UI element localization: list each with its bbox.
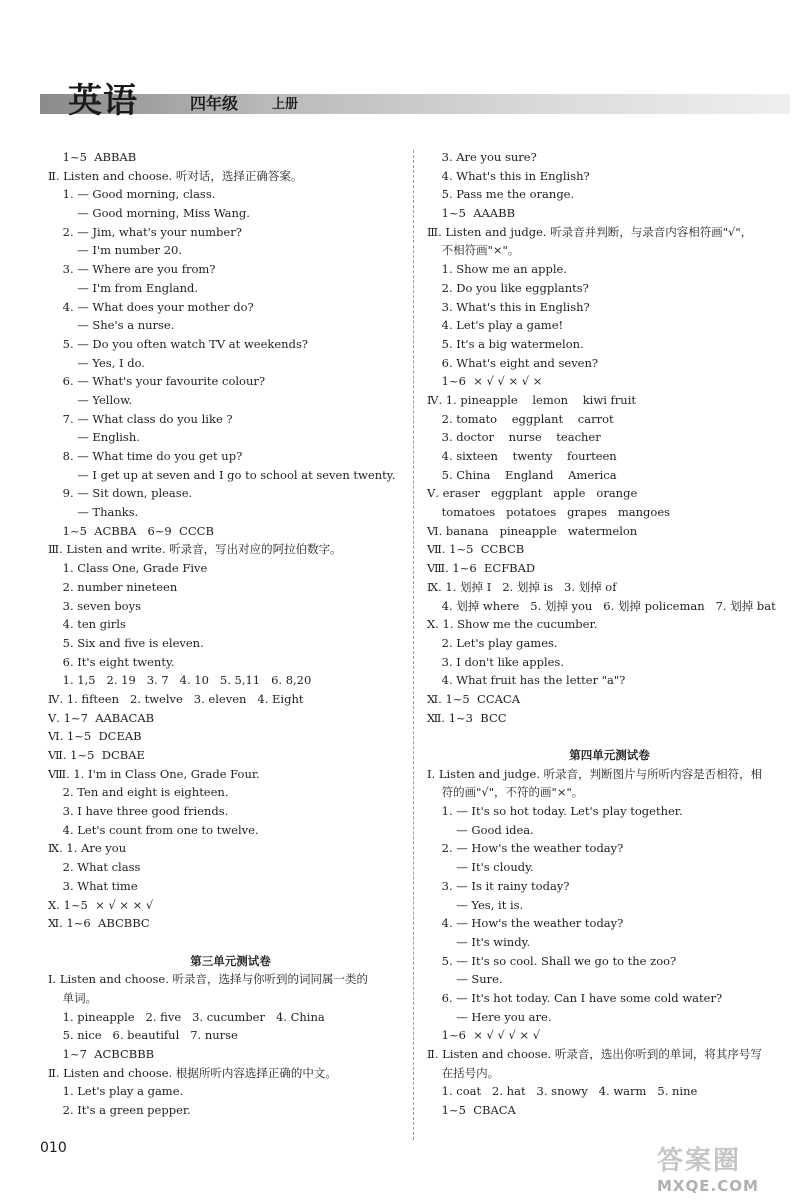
answer-line: 2. Let's play games.: [427, 635, 558, 650]
answer-line: Ⅵ. 1~5 DCEAB: [48, 729, 142, 744]
answer-line: 6. What's eight and seven?: [427, 355, 599, 370]
answer-line: Ⅵ. banana pineapple watermelon: [427, 523, 638, 538]
answer-line: Ⅰ. Listen and judge. 听录音，判断图片与所听内容是否相符，相: [427, 766, 763, 781]
answer-line: 1~6 × √ √ √ × √: [427, 1028, 541, 1043]
answer-line: 4. sixteen twenty fourteen: [427, 449, 617, 463]
answer-line: Ⅶ. 1~5 DCBAE: [48, 748, 145, 762]
answer-line: Ⅸ. 1. Are you: [48, 841, 127, 856]
answer-line: 单词。: [48, 990, 98, 1005]
answer-line: Ⅺ. 1~5 CCACA: [427, 691, 521, 706]
answer-line: — I'm number 20.: [48, 243, 182, 258]
answer-line: 3. What's this in English?: [427, 299, 590, 314]
section-heading: 第三单元测试卷: [190, 953, 271, 968]
section-heading: 第四单元测试卷: [569, 748, 650, 762]
answer-line: 不相符画"×"。: [427, 243, 520, 258]
left-column: [48, 148, 413, 1120]
answer-line: 4. Let's count from one to twelve.: [48, 822, 259, 837]
answer-line: 1~5 AAABB: [427, 206, 516, 221]
answer-line: [48, 933, 413, 952]
grade-label: 四年级: [190, 94, 239, 113]
answer-line: Ⅱ. Listen and choose. 听录音，选出你听到的单词，将其序号写: [427, 1047, 762, 1061]
answer-line: — Good morning, Miss Wang.: [48, 206, 250, 221]
watermark-logo: 答案圈: [657, 1146, 742, 1176]
answer-line: — Sure.: [427, 972, 503, 987]
answer-line: — Thanks.: [48, 505, 139, 520]
answer-line: — English.: [48, 430, 140, 445]
answer-line: — I'm from England.: [48, 280, 199, 295]
answer-line: 在括号内。: [427, 1065, 500, 1080]
watermark: [657, 1140, 797, 1196]
answer-line: 6. It's eight twenty.: [48, 654, 175, 669]
answer-line: 5. It's a big watermelon.: [427, 336, 584, 351]
answer-line: 4. — What does your mother do?: [48, 299, 254, 314]
answer-line: 5. nice 6. beautiful 7. nurse: [48, 1028, 238, 1043]
answer-line: Ⅹ. 1. Show me the cucumber.: [427, 617, 598, 632]
answer-line: 2. — How's the weather today?: [427, 841, 624, 856]
answer-line: 3. — Is it rainy today?: [427, 878, 570, 893]
right-column: [427, 148, 792, 1120]
answer-line: — Yes, it is.: [427, 897, 524, 912]
answer-line: 5. Six and five is eleven.: [48, 635, 204, 650]
answer-line: 2. tomato eggplant carrot: [427, 411, 614, 426]
answer-line: 4. Let's play a game!: [427, 318, 564, 333]
answer-line: 1~7 ACBCBBB: [48, 1047, 155, 1061]
answer-line: Ⅱ. Listen and choose. 听对话，选择正确答案。: [48, 168, 303, 183]
answer-line: Ⅳ. 1. fifteen 2. twelve 3. eleven 4. Eight: [48, 691, 304, 706]
answer-line: 3. seven boys: [48, 598, 142, 613]
answer-line: Ⅸ. 1. 划掉 I 2. 划掉 is 3. 划掉 of: [427, 579, 617, 594]
answer-line: 1~6 × √ √ × √ ×: [427, 374, 543, 389]
answer-line: 3. I have three good friends.: [48, 804, 229, 819]
answer-line: 1. pineapple 2. five 3. cucumber 4. China: [48, 1009, 325, 1024]
answer-line: 5. — It's so cool. Shall we go to the zoo?: [427, 953, 677, 968]
answer-line: — Good idea.: [427, 822, 534, 837]
answer-line: tomatoes potatoes grapes mangoes: [427, 505, 671, 520]
answer-line: 4. 划掉 where 5. 划掉 you 6. 划掉 policeman 7. 划掉 bat: [427, 598, 776, 613]
column-divider: [413, 150, 415, 1140]
answer-line: Ⅰ. Listen and choose. 听录音，选择与你听到的词同属一类的: [48, 972, 369, 987]
answer-line: — Here you are.: [427, 1009, 552, 1024]
answer-line: Ⅹ. 1~5 × √ × × √: [48, 897, 154, 912]
answer-line: 8. — What time do you get up?: [48, 449, 243, 463]
answer-line: 4. What fruit has the letter "a"?: [427, 673, 626, 688]
answer-line: 2. It's a green pepper.: [48, 1103, 191, 1118]
answer-line: 1~5 ABBAB: [48, 150, 137, 164]
answer-line: Ⅷ. 1~6 ECFBAD: [427, 561, 536, 576]
answer-line: Ⅶ. 1~5 CCBCB: [427, 542, 525, 557]
answer-line: Ⅴ. 1~7 AABACAB: [48, 710, 155, 725]
subject-title: 英语: [68, 81, 138, 121]
answer-line: 9. — Sit down, please.: [48, 486, 193, 501]
answer-line: 3. What time: [48, 878, 138, 893]
answer-line: [427, 727, 792, 746]
answer-line: 1~5 ACBBA 6~9 CCCB: [48, 523, 214, 538]
answer-line: Ⅲ. Listen and write. 听录音，写出对应的阿拉伯数字。: [48, 542, 342, 557]
answer-line: 2. — Jim, what's your number?: [48, 224, 242, 239]
answer-line: Ⅲ. Listen and judge. 听录音并判断，与录音内容相符画"√"，: [427, 224, 753, 239]
answer-line: 1. — Good morning, class.: [48, 187, 216, 202]
answer-line: 5. — Do you often watch TV at weekends?: [48, 336, 309, 351]
answer-line: Ⅺ. 1~6 ABCBBC: [48, 916, 150, 931]
answer-line: — She's a nurse.: [48, 318, 175, 333]
answer-line: — It's cloudy.: [427, 860, 534, 875]
answer-line: 4. What's this in English?: [427, 168, 590, 183]
answer-line: Ⅷ. 1. I'm in Class One, Grade Four.: [48, 766, 260, 781]
volume-label: 上册: [272, 97, 299, 112]
answer-line: 符的画"√"，不符的画"×"。: [427, 785, 584, 800]
header-band: [40, 94, 790, 114]
page-number: 010: [40, 1140, 67, 1156]
answer-line: 3. I don't like apples.: [427, 654, 564, 669]
answer-line: 1. Let's play a game.: [48, 1084, 184, 1099]
answer-line: Ⅳ. 1. pineapple lemon kiwi fruit: [427, 392, 636, 407]
answer-line: 1. 1,5 2. 19 3. 7 4. 10 5. 5,11 6. 8,20: [48, 673, 312, 688]
answer-line: 3. Are you sure?: [427, 150, 537, 164]
answer-line: 6. — What's your favourite colour?: [48, 374, 266, 389]
answer-line: Ⅻ. 1~3 BCC: [427, 710, 507, 725]
answer-line: Ⅴ. eraser eggplant apple orange: [427, 486, 638, 501]
answer-line: 5. China England America: [427, 467, 617, 482]
answer-line: 2. Ten and eight is eighteen.: [48, 785, 229, 800]
answer-line: — It's windy.: [427, 934, 531, 949]
answer-line: 2. Do you like eggplants?: [427, 280, 589, 295]
watermark-url: MXQE.COM: [657, 1177, 759, 1195]
answer-line: Ⅱ. Listen and choose. 根据所听内容选择正确的中文。: [48, 1065, 337, 1080]
answer-line: 1. coat 2. hat 3. snowy 4. warm 5. nine: [427, 1084, 698, 1099]
answer-line: 1. Class One, Grade Five: [48, 561, 208, 576]
answer-line: 1~5 CBACA: [427, 1103, 516, 1118]
answer-line: 3. doctor nurse teacher: [427, 430, 601, 445]
answer-line: — Yellow.: [48, 392, 133, 407]
answer-line: 2. What class: [48, 860, 141, 875]
answer-line: 5. Pass me the orange.: [427, 187, 575, 202]
answer-line: 1. Show me an apple.: [427, 262, 567, 277]
answer-line: 3. — Where are you from?: [48, 262, 216, 277]
answer-line: 4. ten girls: [48, 617, 126, 632]
answer-line: 1. — It's so hot today. Let's play together.: [427, 804, 683, 819]
answer-line: 2. number nineteen: [48, 579, 178, 594]
answer-line: 7. — What class do you like ?: [48, 411, 233, 426]
answer-line: 4. — How's the weather today?: [427, 916, 624, 931]
page-header: [40, 82, 790, 120]
answer-line: 6. — It's hot today. Can I have some cold water?: [427, 990, 723, 1005]
answer-line: — I get up at seven and I go to school at seven twenty.: [48, 467, 396, 482]
answer-line: — Yes, I do.: [48, 355, 145, 370]
